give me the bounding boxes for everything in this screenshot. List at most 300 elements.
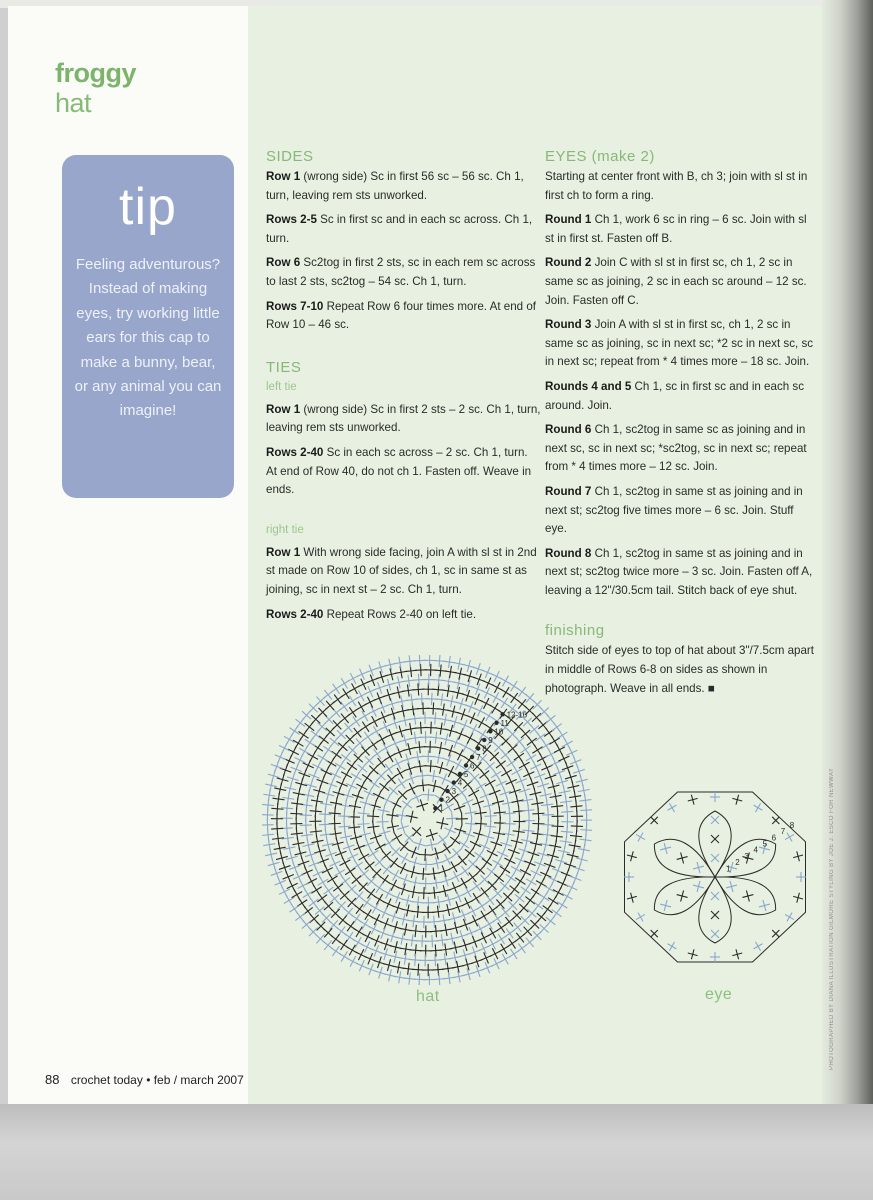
stitch-mark [337, 926, 347, 936]
stitch-mark [395, 768, 406, 779]
instructions-left-column [266, 148, 541, 630]
stitch-mark [711, 892, 719, 900]
stitch-mark [280, 764, 291, 775]
stitch-mark [540, 789, 552, 801]
stitch-mark [431, 857, 443, 869]
stitch-mark [442, 904, 454, 916]
stitch-mark [506, 873, 516, 883]
stitch-mark [394, 747, 405, 758]
stitch-mark [317, 893, 327, 903]
stitch-mark [379, 827, 391, 839]
stitch-mark [303, 889, 313, 899]
stitch-mark [520, 867, 531, 878]
stitch-mark [358, 807, 370, 819]
stitch-mark [383, 689, 395, 701]
stitch-mark [793, 851, 803, 861]
page-title [55, 58, 136, 118]
stitch-mark [459, 939, 471, 951]
stitch-mark [383, 959, 395, 971]
stitch-mark [284, 734, 295, 745]
stitch-mark [469, 860, 478, 869]
round-number-label: 1 [439, 804, 444, 814]
stitch-mark [282, 792, 294, 804]
instruction-row: Rows 2-5 Sc in first sc and in each sc across. Ch 1, turn. [266, 213, 533, 245]
stitch-mark [349, 683, 360, 694]
stitch-mark [363, 839, 374, 850]
photo-credit: PHOTOGRAPHED BY DIANA ILLUSTRATION GILMORE STYLING BY JOE J. ESCO FOR NEWWAY [829, 767, 835, 1070]
stitch-mark [277, 774, 289, 786]
stitch-mark [263, 789, 275, 801]
stitch-mark [371, 914, 382, 925]
stitch-mark [487, 928, 498, 939]
stitch-mark [429, 780, 441, 792]
stitch-mark [330, 770, 341, 781]
stitch-mark [284, 755, 295, 766]
stitch-mark [398, 863, 409, 874]
stitch-mark [528, 848, 540, 860]
stitch-mark [688, 949, 698, 959]
stitch-mark [710, 952, 720, 962]
stitch-mark [455, 728, 466, 739]
stitch-mark [402, 800, 412, 810]
stitch-mark [465, 701, 476, 712]
stitch-mark [428, 868, 440, 880]
stitch-mark [268, 770, 280, 782]
stitch-mark [268, 858, 280, 870]
stitch-mark [483, 800, 495, 812]
stitch-mark [341, 689, 351, 699]
stitch-mark [501, 687, 511, 697]
stitch-mark [519, 760, 530, 771]
stitch-mark [465, 848, 475, 858]
stitch-mark [677, 853, 688, 864]
stitch-mark [543, 904, 553, 914]
stitch-mark [793, 893, 803, 903]
stitch-mark [496, 934, 506, 944]
stitch-mark [472, 881, 482, 891]
stitch-mark [371, 935, 382, 946]
stitch-mark [392, 758, 403, 769]
round-number-label: 7 [476, 753, 481, 762]
stitch-mark [478, 932, 489, 943]
stitch-mark [499, 698, 509, 708]
stitch-mark [363, 910, 373, 920]
stitch-mark [311, 730, 321, 740]
stitch-mark [389, 951, 401, 963]
stitch-mark [476, 717, 487, 728]
stitch-mark [408, 886, 420, 898]
stitch-mark [491, 769, 501, 779]
stitch-mark [519, 845, 531, 857]
stitch-mark [553, 887, 564, 898]
stitch-mark [377, 772, 386, 781]
stitch-mark [390, 799, 401, 810]
stitch-mark [299, 746, 310, 757]
stitch-mark [388, 911, 400, 923]
stitch-mark [541, 762, 552, 773]
stitch-mark [298, 730, 308, 740]
hat-diagram-caption: hat [416, 988, 440, 1005]
stitch-mark [465, 733, 476, 744]
stitch-mark [475, 818, 487, 830]
instruction-row: Row 1 (wrong side) Sc in first 56 sc – 56 sc. Ch 1, turn, leaving rem sts unworked. [266, 170, 524, 202]
stitch-mark [711, 854, 719, 862]
stitch-mark [557, 900, 567, 910]
stitch-mark [288, 746, 299, 757]
stitch-mark [302, 867, 313, 878]
stitch-mark [323, 745, 333, 755]
instruction-row: Rows 7-10 Repeat Row 6 four times more. At end of Row 10 – 46 sc. [266, 299, 537, 332]
stitch-mark [576, 854, 588, 866]
instruction-round: Round 6 Ch 1, sc2tog in same sc as joining and in next sc, sc in next sc; *sc2tog, sc in next sc; repeat from * 4 times more – 12 sc. Join. [545, 423, 807, 474]
stitch-mark [688, 795, 698, 805]
stitch-mark [397, 822, 409, 834]
stitch-mark [295, 755, 306, 766]
stitch-mark [326, 779, 337, 790]
stitch-mark [446, 933, 458, 945]
stitch-mark [374, 693, 385, 704]
stitch-mark [407, 866, 419, 878]
stitch-mark [537, 753, 548, 764]
stitch-mark [450, 836, 460, 846]
stitch-mark [369, 765, 378, 774]
stitch-mark [499, 944, 509, 954]
stitch-mark [339, 678, 349, 688]
stitch-mark [484, 820, 496, 832]
stitch-mark [526, 877, 536, 887]
stitch-mark [754, 942, 763, 951]
stitch-mark [549, 874, 560, 885]
stitch-mark [480, 790, 491, 801]
stitch-mark [523, 769, 534, 780]
stitch-mark [742, 891, 753, 902]
stitch-mark [530, 761, 541, 772]
stitch-mark [407, 783, 418, 794]
stitch-mark [491, 958, 502, 969]
stitch-mark [446, 812, 458, 824]
stitch-mark [452, 687, 464, 699]
stitch-mark [469, 936, 480, 947]
stitch-mark [465, 807, 477, 819]
stitch-mark [472, 683, 483, 694]
stitch-mark [414, 741, 426, 753]
stitch-mark [509, 949, 519, 959]
stitch-mark [324, 886, 334, 896]
stitch-mark [373, 791, 384, 802]
stitch-mark [422, 750, 434, 762]
stitch-mark [390, 870, 401, 881]
stitch-mark [365, 697, 376, 708]
stitch-mark [330, 894, 339, 903]
stitch-mark [311, 885, 321, 895]
instruction-round: Round 7 Ch 1, sc2tog in same st as joining and in next st; sc2tog five times more – 6 sc. Join. Stuff eye. [545, 484, 803, 536]
subsection-heading-left-tie: left tie [266, 380, 297, 393]
stitch-mark [507, 938, 517, 948]
stitch-mark [394, 971, 406, 983]
stitch-mark [540, 869, 551, 880]
stitch-mark [557, 878, 568, 889]
stitch-mark [355, 904, 365, 914]
stitch-mark [492, 682, 503, 693]
stitch-mark [526, 753, 536, 763]
stitch-mark [428, 770, 440, 782]
page-number: 88 [45, 1072, 60, 1087]
stitch-mark [506, 776, 517, 787]
stitch-mark [453, 759, 464, 770]
stitch-mark [457, 788, 467, 798]
stitch-mark [399, 853, 410, 864]
stitch-mark [385, 752, 396, 763]
stitch-mark [472, 797, 484, 809]
instruction-round: Round 2 Join C with sl st in first sc, ch 1, 2 sc in same sc as joining, 2 sc in each sc around – 12 sc. Join. Fasten off C. [545, 256, 807, 307]
stitch-mark [500, 954, 511, 965]
stitch-mark [711, 930, 719, 938]
stitch-mark [636, 833, 645, 842]
stitch-mark [513, 826, 525, 838]
stitch-mark [501, 768, 511, 778]
round-number-label: 6 [771, 833, 777, 843]
round-start-marker [458, 772, 462, 776]
stitch-mark [578, 844, 590, 856]
stitch-mark [496, 778, 507, 789]
stitch-mark [475, 807, 487, 819]
stitch-mark [509, 681, 519, 691]
stitch-mark [451, 871, 462, 882]
stitch-mark [732, 949, 742, 959]
stitch-mark [458, 856, 467, 865]
stitch-mark [393, 961, 405, 973]
stitch-mark [377, 702, 388, 713]
stitch-mark [483, 678, 494, 689]
round-start-marker [433, 806, 437, 810]
stitch-mark [331, 684, 341, 694]
stitch-mark [480, 875, 489, 884]
stitch-mark [402, 904, 414, 916]
stitch-mark [442, 844, 452, 854]
stitch-mark [503, 807, 515, 819]
stitch-mark [313, 761, 324, 772]
stitch-mark [347, 761, 357, 771]
stitch-mark [711, 816, 719, 824]
stitch-mark [491, 692, 502, 703]
stitch-mark [265, 848, 277, 860]
stitch-mark [358, 679, 369, 690]
stitch-mark [331, 946, 341, 956]
stitch-mark [333, 788, 345, 800]
round-number-label: 11 [500, 718, 509, 728]
stitch-mark [367, 821, 379, 833]
stitch-mark [453, 891, 464, 902]
stitch-mark [438, 915, 450, 927]
stitch-mark [400, 924, 412, 936]
eye-diagram-caption: eye [705, 986, 733, 1003]
stitch-mark [399, 734, 411, 746]
stitch-mark [561, 869, 572, 880]
stitch-mark [383, 679, 395, 691]
stitch-mark [380, 948, 392, 960]
stitch-mark [460, 866, 470, 876]
stitch-mark [446, 695, 458, 707]
stitch-mark [341, 753, 351, 763]
stitch-mark [463, 829, 474, 840]
round-number-label: 1 [726, 864, 731, 874]
round-start-marker [470, 755, 474, 759]
stitch-mark [508, 846, 519, 857]
stitch-mark [332, 750, 342, 760]
section-heading-ties: TIES [266, 358, 302, 376]
stitch-mark [449, 882, 460, 893]
stitch-mark [419, 849, 431, 861]
stitch-mark [484, 919, 494, 929]
round-start-marker [452, 780, 456, 784]
stitch-mark [505, 928, 515, 938]
stitch-mark [624, 872, 634, 882]
stitch-mark [544, 884, 555, 895]
stitch-mark [356, 702, 367, 713]
stitch-mark [476, 781, 486, 791]
stitch-mark [474, 674, 485, 685]
stitch-mark [447, 706, 459, 718]
stitch-mark [397, 779, 407, 789]
stitch-mark [368, 706, 379, 717]
stitch-mark [772, 930, 779, 937]
stitch-mark [693, 881, 704, 892]
stitch-mark [409, 713, 421, 725]
stitch-mark [403, 743, 415, 755]
stitch-mark [361, 722, 371, 732]
stitch-mark [430, 877, 442, 889]
stitch-mark [497, 848, 508, 859]
stitch-mark [335, 848, 346, 859]
stitch-mark [668, 803, 677, 812]
stitch-mark [473, 828, 485, 840]
section-heading-eyes: EYES (make 2) [545, 148, 655, 165]
stitch-mark [636, 913, 645, 922]
stitch-mark [481, 688, 492, 699]
stitch-mark [338, 821, 350, 833]
stitch-mark [384, 838, 394, 848]
stitch-mark [393, 686, 405, 698]
stitch-mark [380, 875, 390, 885]
stitch-mark [405, 834, 414, 843]
stitch-mark [354, 842, 365, 853]
stitch-mark [564, 859, 576, 871]
stitch-mark [383, 898, 394, 909]
stitch-mark [318, 855, 329, 866]
stitch-mark [358, 764, 367, 773]
stitch-mark [489, 787, 500, 798]
stitch-mark [352, 791, 364, 803]
stitch-mark [550, 790, 562, 802]
stitch-mark [406, 694, 418, 706]
stitch-mark [521, 885, 531, 895]
stitch-mark [356, 960, 367, 971]
stitch-mark [578, 785, 590, 797]
stitch-mark [329, 858, 340, 869]
stitch-mark [550, 758, 561, 769]
section-heading-finishing: finishing [545, 622, 605, 640]
stitch-mark [785, 833, 794, 842]
stitch-mark [509, 693, 519, 703]
stitch-mark [490, 948, 501, 959]
stitch-mark [357, 818, 369, 830]
round-number-label: 2 [735, 858, 740, 868]
stitch-mark [524, 858, 535, 869]
stitch-mark [500, 676, 511, 687]
stitch-mark [660, 900, 671, 911]
stitch-mark [491, 838, 503, 850]
stitch-mark [398, 791, 407, 800]
page-footer [45, 1072, 244, 1087]
stitch-mark [348, 821, 360, 833]
stitch-mark [553, 767, 564, 778]
stitch-mark [318, 753, 328, 763]
stitch-mark [467, 713, 478, 724]
stitch-mark [484, 810, 496, 822]
stitch-mark [363, 732, 373, 742]
stitch-mark [416, 770, 428, 782]
instruction-row: Row 6 Sc2tog in first 2 sts, sc in each rem sc across to last 2 sts, sc2tog – 54 sc. Ch 1, turn. [266, 256, 536, 288]
stitch-mark [365, 964, 376, 975]
stitch-mark [293, 871, 304, 882]
stitch-mark [320, 798, 332, 810]
stitch-mark [436, 934, 448, 946]
stitch-mark [437, 704, 449, 716]
stitch-mark [340, 831, 352, 843]
stitch-mark [517, 687, 527, 697]
stitch-mark [456, 930, 468, 942]
stitch-mark [367, 810, 379, 822]
stitch-mark [309, 898, 319, 908]
stitch-mark [449, 716, 461, 728]
stitch-mark [519, 785, 531, 797]
tip-body: Feeling adventurous? Instead of making eyes, try working little ears for this cap to make a bunny, bear, or any animal you can imagine! [74, 256, 222, 420]
stitch-mark [343, 841, 355, 853]
stitch-mark [414, 760, 426, 772]
stitch-mark [469, 946, 480, 957]
stitch-mark [365, 953, 376, 964]
stitch-mark [677, 891, 688, 902]
stitch-mark [370, 903, 381, 914]
stitch-mark [375, 842, 386, 853]
stitch-mark [754, 803, 763, 812]
stitch-mark [384, 764, 394, 774]
instruction-round: Round 8 Ch 1, sc2tog in same st as joining and in next st; sc2tog twice more – 3 sc. Join. Fasten off A, leaving a 12"/30.5cm tail. Stitch back of eye shut. [545, 546, 813, 597]
stitch-mark [459, 720, 470, 731]
stitch-mark [306, 876, 317, 887]
stitch-mark [456, 698, 468, 710]
stitch-mark [546, 749, 557, 760]
stitch-mark [330, 797, 342, 809]
stitch-mark [275, 752, 286, 763]
stitch-mark [293, 738, 303, 748]
stitch-mark [496, 923, 506, 933]
stitch-mark [351, 717, 361, 727]
stitch-mark [494, 873, 503, 882]
stitch-mark [426, 829, 438, 841]
stitch-mark [449, 952, 461, 964]
stitch-mark [504, 855, 515, 866]
stitch-mark [463, 887, 474, 898]
stitch-mark [301, 829, 313, 841]
stitch-mark [274, 783, 286, 795]
section-heading-sides: SIDES [266, 148, 314, 165]
eye-petal [654, 877, 715, 915]
stitch-mark [362, 898, 372, 908]
stitch-mark [342, 790, 354, 802]
stitch-mark [422, 789, 434, 801]
stitch-mark [351, 772, 361, 782]
